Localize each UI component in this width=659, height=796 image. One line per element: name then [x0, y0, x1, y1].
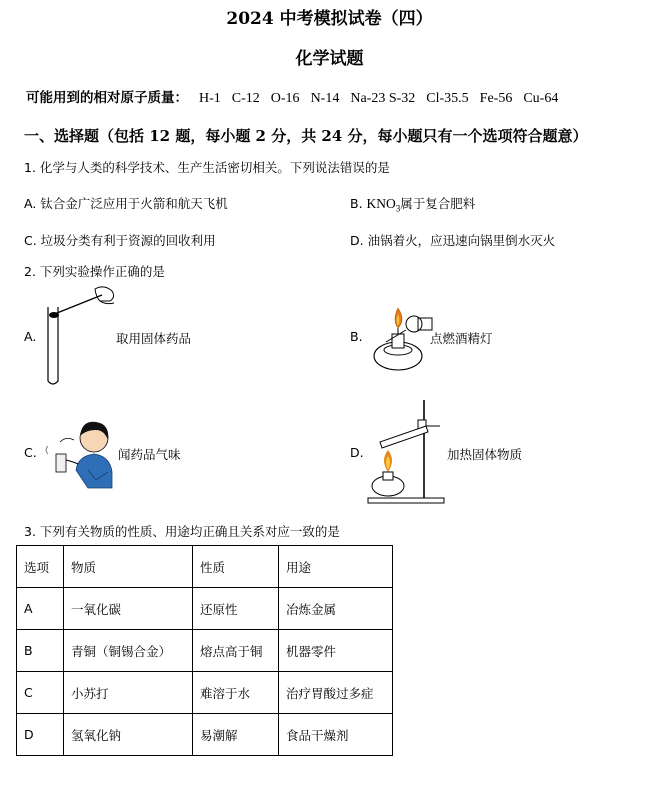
section-heading: 一、选择题（包括 12 题，每小题 2 分，共 24 分，每小题只有一个选项符合题意） — [24, 127, 588, 145]
atomic-mass-value: Fe-56 — [479, 91, 513, 106]
table-cell: A — [17, 588, 64, 630]
test-tube-spoon-illustration — [40, 285, 120, 387]
atomic-mass-value: Cu-64 — [523, 91, 559, 106]
q1-option-c: C. 垃圾分类有利于资源的回收利用 — [24, 233, 216, 248]
table-header-row — [17, 546, 393, 588]
table-cell: 小苏打 — [64, 672, 193, 714]
q1-option-b-text: 属于复合肥料 — [400, 196, 476, 211]
atomic-mass-value: H-1 — [199, 91, 221, 106]
table-cell: 治疗胃酸过多症 — [279, 672, 393, 714]
atomic-mass-value: Na-23 S-32 — [350, 91, 416, 106]
q2-option-b-letter: B. — [350, 329, 363, 344]
table-header-cell: 物质 — [64, 546, 193, 588]
table-row — [17, 672, 393, 714]
q1-option-b-formula — [366, 196, 401, 214]
table-cell: 一氧化碳 — [64, 588, 193, 630]
q2-option-c-text: 闻药品气味 — [118, 447, 181, 462]
q2-option-c-letter: C. — [24, 445, 37, 460]
q1-option-b-letter: B. — [350, 196, 363, 211]
formula-main: KNO — [366, 196, 396, 211]
atomic-mass-line — [26, 86, 558, 107]
table-cell: 冶炼金属 — [279, 588, 393, 630]
exam-title: 2024 中考模拟试卷（四） — [226, 9, 433, 29]
properties-table — [16, 545, 393, 756]
atomic-mass-label: 可能用到的相对原子质量： — [26, 90, 188, 106]
exam-subtitle: 化学试题 — [295, 49, 364, 69]
q2-option-a-text: 取用固体药品 — [116, 331, 192, 346]
q2-stem: 2. 下列实验操作正确的是 — [24, 264, 165, 279]
q1-option-d: D. 油锅着火，应迅速向锅里倒水灭火 — [350, 233, 556, 248]
table-cell: 食品干燥剂 — [279, 714, 393, 756]
table-cell: 青铜（铜锡合金） — [64, 630, 193, 672]
boy-smelling-illustration — [38, 410, 118, 490]
table-cell: 熔点高于铜 — [193, 630, 279, 672]
alcohol-lamp-illustration — [368, 300, 436, 375]
table-header-cell: 选项 — [17, 546, 64, 588]
table-cell: D — [17, 714, 64, 756]
table-row — [17, 588, 393, 630]
heating-stand-illustration — [366, 396, 448, 506]
q2-option-b-text: 点燃酒精灯 — [430, 331, 493, 346]
q1-option-a: A. 钛合金广泛应用于火箭和航天飞机 — [24, 196, 228, 211]
atomic-mass-value: N-14 — [310, 91, 340, 106]
table-cell: 氢氧化钠 — [64, 714, 193, 756]
q3-stem: 3. 下列有关物质的性质、用途均正确且关系对应一致的是 — [24, 524, 340, 539]
table-cell: B — [17, 630, 64, 672]
atomic-mass-value: Cl-35.5 — [426, 91, 469, 106]
table-cell: C — [17, 672, 64, 714]
formula-subscript: 3 — [395, 203, 401, 214]
q2-option-a-letter: A. — [24, 329, 37, 344]
table-cell: 易潮解 — [193, 714, 279, 756]
table-cell: 还原性 — [193, 588, 279, 630]
table-header-cell: 用途 — [279, 546, 393, 588]
table-row — [17, 630, 393, 672]
atomic-mass-value: C-12 — [231, 91, 260, 106]
q2-option-d-text: 加热固体物质 — [447, 447, 523, 462]
table-cell: 机器零件 — [279, 630, 393, 672]
table-header-cell: 性质 — [193, 546, 279, 588]
q1-stem: 1. 化学与人类的科学技术、生产生活密切相关。下列说法错误的是 — [24, 160, 390, 175]
q2-option-d-letter: D. — [350, 445, 364, 460]
atomic-mass-value: O-16 — [270, 91, 300, 106]
table-row — [17, 714, 393, 756]
table-cell: 难溶于水 — [193, 672, 279, 714]
q1-option-b — [350, 194, 475, 214]
